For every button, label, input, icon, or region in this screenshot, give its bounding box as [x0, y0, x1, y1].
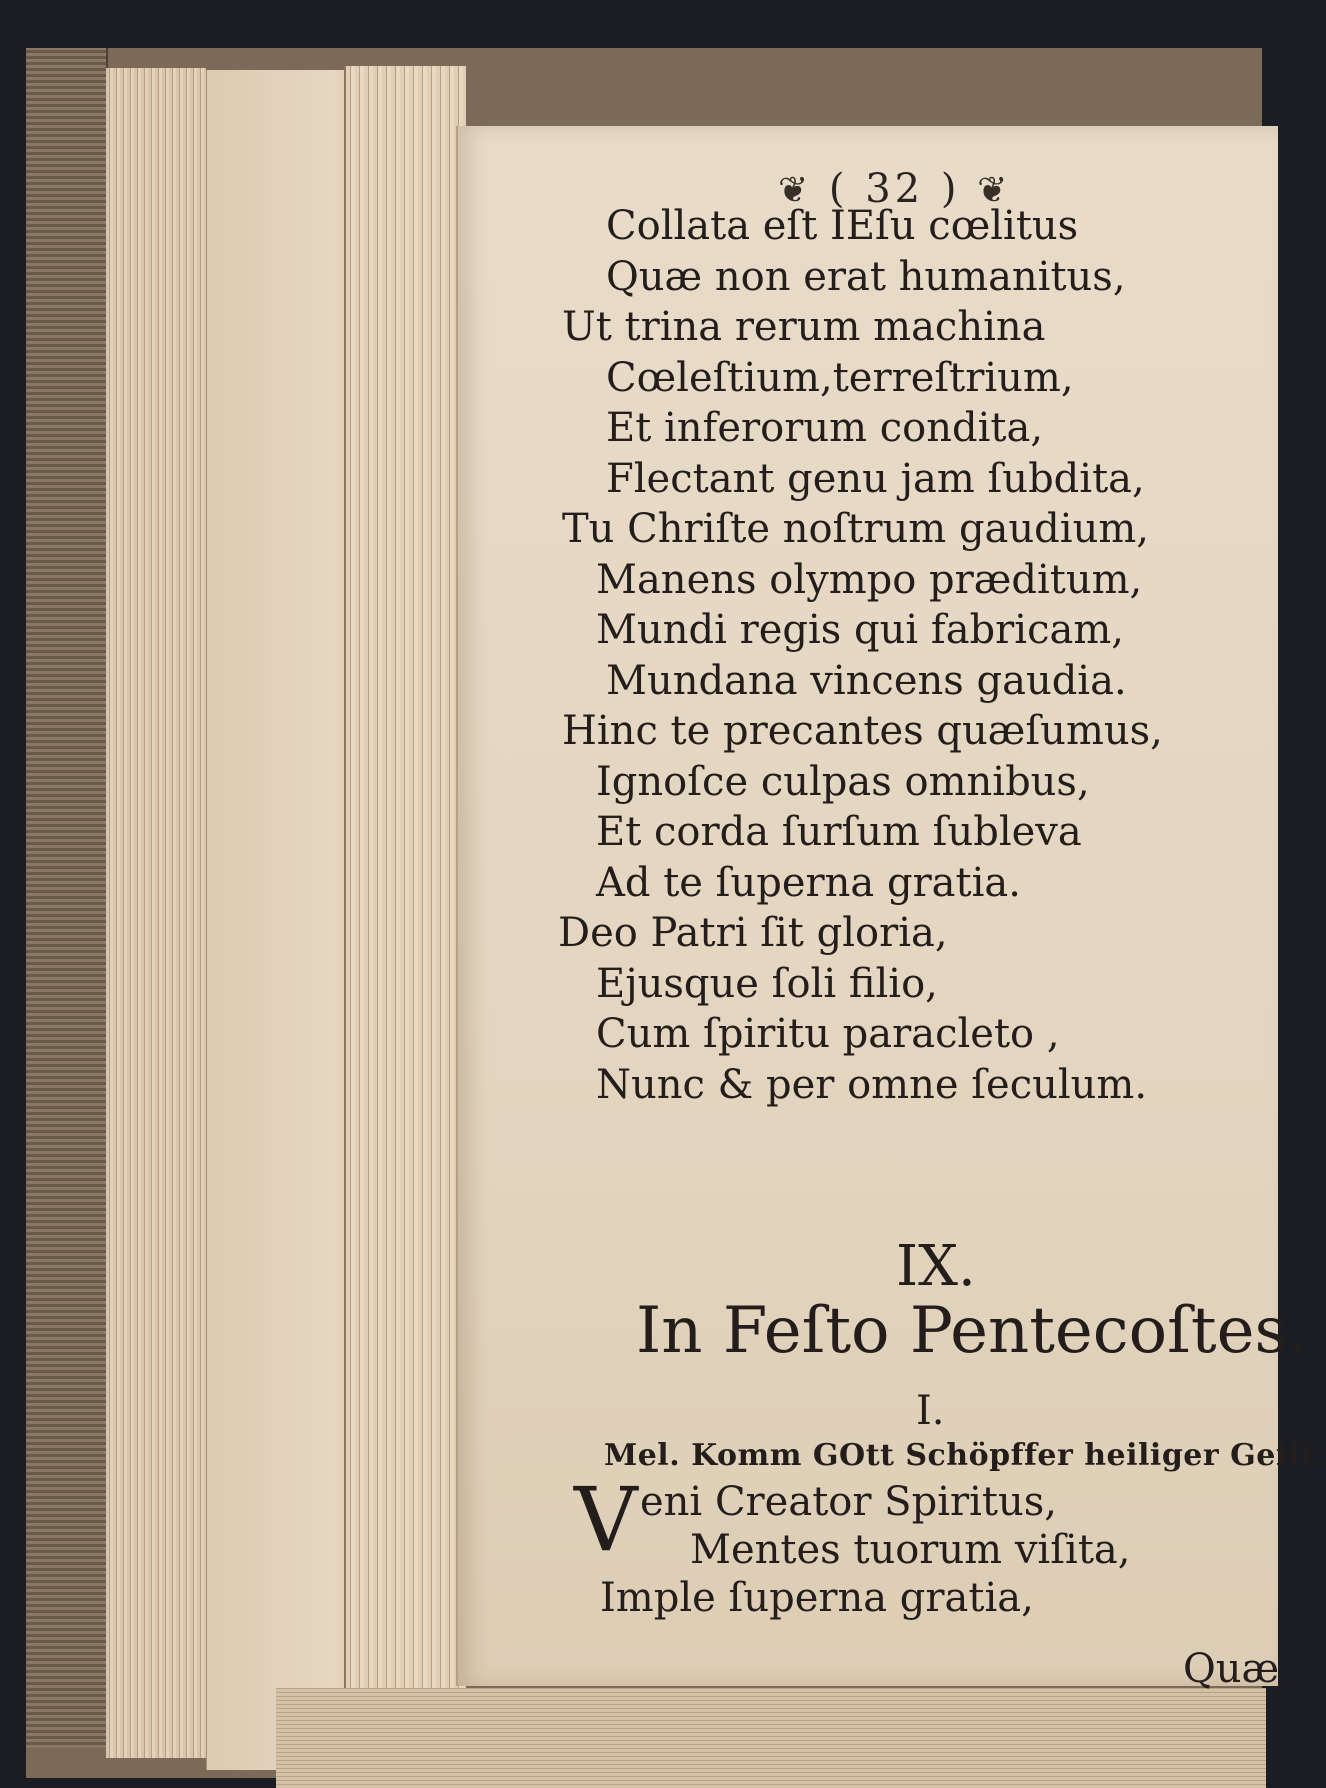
printed-page — [456, 126, 1326, 1692]
hymn-line: Mundana vincens gaudia. — [606, 657, 1127, 704]
page-stack-edge — [106, 68, 206, 1758]
fleuron-right-icon: ❦ — [977, 170, 1012, 211]
hymn-line: Quæ non erat humanitus, — [606, 253, 1126, 300]
hymn-line: Hinc te precantes quæſumus, — [562, 708, 1163, 754]
verse-line: Imple ſuperna gratia, — [600, 1575, 1034, 1621]
hymn-line: Tu Chriſte noſtrum gaudium, — [562, 506, 1149, 552]
hymn-line: Deo Patri ſit gloria, — [558, 910, 948, 956]
hymn-line: Manens olympo præditum, — [596, 556, 1143, 603]
book — [26, 48, 1326, 1778]
verse-line: Mentes tuorum viſita, — [690, 1527, 1131, 1573]
book-cover-edge — [26, 48, 108, 1748]
hymn-line: Ut trina rerum machina — [562, 304, 1046, 350]
fleuron-left-icon: ❦ — [778, 170, 813, 211]
hymn-number: I. — [916, 1388, 945, 1434]
bottom-page-edge — [276, 1688, 1266, 1788]
melody-line: Mel. Komm GOtt Schöpffer heiliger Geiſt. — [604, 1438, 1326, 1473]
hymn-line: Cœleſtium,terreſtrium, — [606, 354, 1074, 401]
drop-cap: V — [574, 1468, 638, 1571]
section-number: IX. — [896, 1234, 976, 1299]
hymn-line: Ad te ſuperna gratia. — [596, 859, 1021, 906]
gutter-pages — [344, 66, 466, 1776]
hymn-line: Et corda ſurſum ſubleva — [596, 809, 1082, 855]
page-number: ( 32 ) — [828, 166, 961, 212]
hymn-line: Ignoſce culpas omnibus, — [596, 758, 1090, 805]
hymn-line: Collata eſt IEſu cœlitus — [606, 203, 1079, 249]
section-title: In Feſto Pentecoſtes. — [636, 1294, 1308, 1368]
hymn-line: Mundi regis qui fabricam, — [596, 607, 1124, 653]
catchword: Quæ — [1183, 1646, 1280, 1692]
hymn-line: Et inferorum condita, — [606, 405, 1044, 451]
verse-line: eni Creator Spiritus, — [640, 1479, 1057, 1525]
hymn-line: Ejusque ſoli filio, — [596, 960, 938, 1007]
hymn-line: Flectant genu jam ſubdita, — [606, 455, 1145, 502]
hymn-line: Nunc & per omne ſeculum. — [596, 1061, 1148, 1108]
hymn-line: Cum ſpiritu paracleto , — [596, 1011, 1060, 1057]
